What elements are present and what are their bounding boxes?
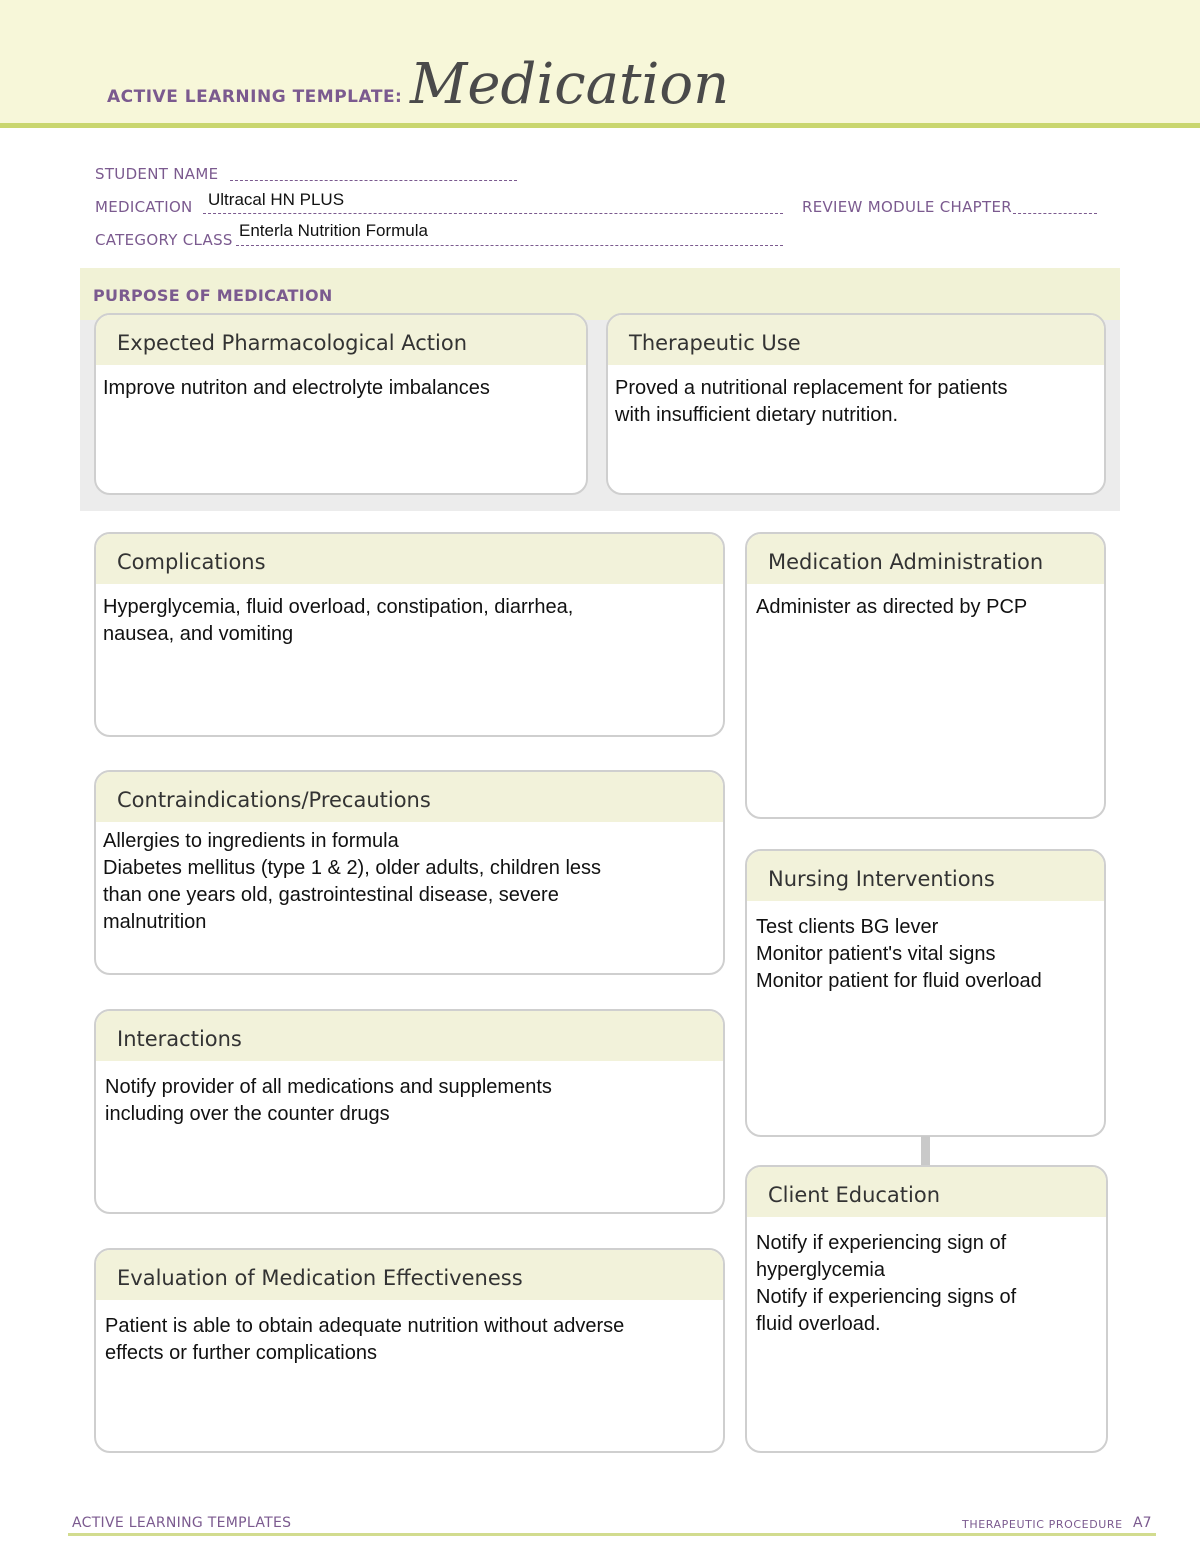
text-line: Improve nutriton and electrolyte imbalances [103, 377, 490, 399]
text-line: effects or further complications [105, 1342, 377, 1364]
therapeutic-use-title: Therapeutic Use [608, 315, 1104, 365]
interactions-text[interactable] [96, 1061, 723, 1128]
text-line: nausea, and vomiting [103, 623, 294, 645]
footer-right-label: THERAPEUTIC PROCEDURE [962, 1518, 1123, 1531]
evaluation-box [94, 1248, 725, 1453]
medication-line [203, 213, 783, 214]
complications-box [94, 532, 725, 737]
contraindications-text[interactable] [96, 822, 723, 936]
purpose-label: PURPOSE OF MEDICATION [93, 286, 333, 305]
nursing-interventions-text[interactable] [747, 901, 1104, 995]
text-line: than one years old, gastrointestinal disease, severe [103, 884, 559, 906]
text-line: Proved a nutritional replacement for patients [615, 377, 1008, 399]
complications-title: Complications [96, 534, 723, 584]
template-label: ACTIVE LEARNING TEMPLATE: [107, 87, 403, 107]
medication-field[interactable]: Ultracal HN PLUS [208, 190, 345, 209]
contraindications-title: Contraindications/Precautions [96, 772, 723, 822]
text-line: fluid overload. [756, 1313, 881, 1335]
therapeutic-use-box [606, 313, 1106, 495]
medication-administration-text[interactable] [747, 584, 1104, 621]
category-class-field[interactable]: Enterla Nutrition Formula [239, 221, 428, 240]
category-class-line [236, 245, 783, 246]
client-education-box [745, 1165, 1108, 1453]
footer-divider [68, 1533, 1156, 1536]
therapeutic-use-text[interactable] [608, 365, 1104, 429]
nursing-interventions-box [745, 849, 1106, 1137]
evaluation-title: Evaluation of Medication Effectiveness [96, 1250, 723, 1300]
text-line: Notify if experiencing sign of [756, 1232, 1007, 1254]
medication-administration-title: Medication Administration [747, 534, 1104, 584]
text-line: Test clients BG lever [756, 916, 939, 938]
text-line: Diabetes mellitus (type 1 & 2), older adults, children less [103, 857, 602, 879]
student-name-label: STUDENT NAME [95, 165, 219, 183]
expected-action-box [94, 313, 588, 495]
text-line: Notify if experiencing signs of [756, 1286, 1017, 1308]
footer-left-label: ACTIVE LEARNING TEMPLATES [72, 1515, 292, 1531]
expected-action-title: Expected Pharmacological Action [96, 315, 586, 365]
client-education-text[interactable] [747, 1217, 1106, 1338]
complications-text[interactable] [96, 584, 723, 648]
evaluation-text[interactable] [96, 1300, 723, 1367]
connector [921, 1136, 930, 1167]
text-line: Monitor patient's vital signs [756, 943, 996, 965]
interactions-box [94, 1009, 725, 1214]
text-line: Notify provider of all medications and supplements [105, 1076, 552, 1098]
text-line: Administer as directed by PCP [756, 596, 1028, 618]
medication-administration-box [745, 532, 1106, 819]
interactions-title: Interactions [96, 1011, 723, 1061]
text-line: hyperglycemia [756, 1259, 885, 1281]
review-module-line [1013, 213, 1097, 214]
text-line: with insufficient dietary nutrition. [615, 404, 899, 426]
student-name-line [230, 180, 517, 181]
medication-label: MEDICATION [95, 198, 193, 216]
text-line: Allergies to ingredients in formula [103, 830, 399, 852]
text-line: malnutrition [103, 911, 207, 933]
page-number: A7 [1133, 1515, 1152, 1531]
text-line: including over the counter drugs [105, 1103, 390, 1125]
nursing-interventions-title: Nursing Interventions [747, 851, 1104, 901]
review-module-label: REVIEW MODULE CHAPTER [802, 198, 1012, 216]
page-title: Medication [410, 52, 730, 117]
text-line: Patient is able to obtain adequate nutrition without adverse [105, 1315, 625, 1337]
text-line: Monitor patient for fluid overload [756, 970, 1042, 992]
client-education-title: Client Education [747, 1167, 1106, 1217]
contraindications-box [94, 770, 725, 975]
category-class-label: CATEGORY CLASS [95, 231, 233, 249]
text-line: Hyperglycemia, fluid overload, constipation, diarrhea, [103, 596, 574, 618]
expected-action-text[interactable] [96, 365, 586, 402]
